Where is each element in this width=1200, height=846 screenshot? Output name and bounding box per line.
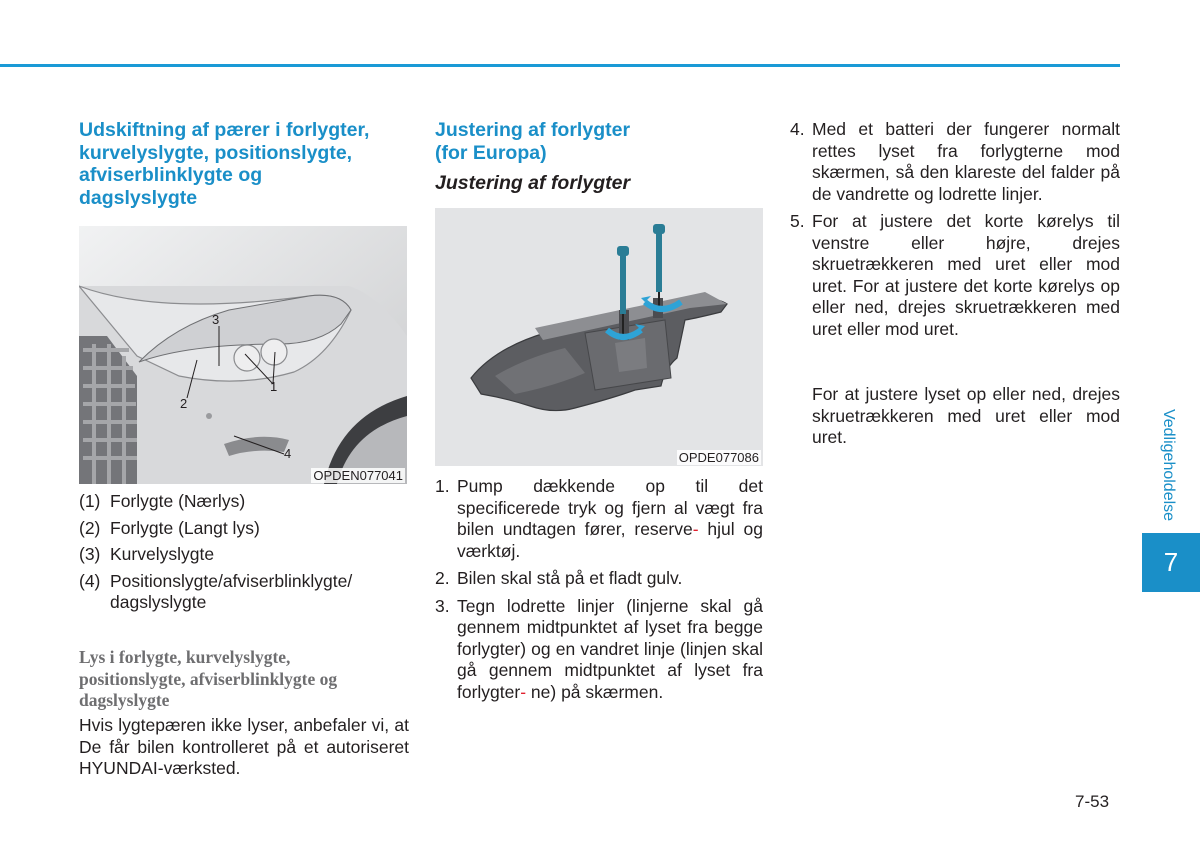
step-text: Tegn lodrette linjer (linjerne skal gå gennem midtpunktet af lyset fra begge forlygter) og en vandret linje (linjen skal gå gennem midtpunktet af lyset fra forlygter	[457, 595, 763, 702]
callout-4: 4	[284, 446, 292, 461]
legend-number: (1)	[79, 491, 101, 511]
step-item	[790, 211, 1120, 340]
step-number: 1.	[435, 476, 450, 496]
step-text-continued: hjul og værktøj.	[457, 519, 763, 561]
section-heading-aim	[435, 119, 630, 164]
legend-number: (3)	[79, 544, 101, 564]
step-number: 4.	[790, 119, 805, 139]
step-hyphen: -	[692, 519, 699, 539]
heading-line: Justering af forlygter	[435, 119, 631, 141]
step-item	[435, 568, 763, 590]
chapter-tab: 7	[1142, 533, 1200, 592]
subheading-lights	[79, 647, 337, 712]
legend-number: (2)	[79, 517, 101, 538]
chapter-title: Vedligeholdelse	[1160, 408, 1177, 522]
paragraph-vertical-adjust: For at justere lyset op eller ned, drejes skruetrækkeren med uret eller mod uret.	[812, 384, 1120, 447]
legend-item	[79, 571, 409, 614]
step-item	[435, 476, 763, 562]
legend-number: (4)	[79, 570, 101, 591]
callout-1: 1	[270, 379, 278, 394]
heading-line: (for Europa)	[435, 141, 547, 164]
legend-item	[79, 544, 409, 566]
aim-steps-list	[435, 476, 763, 709]
heading-line: afviserblinklygte og	[79, 164, 263, 186]
figure-code: OPDEN077041	[313, 468, 403, 483]
headlamp-adjust-illustration	[435, 208, 763, 466]
legend-text: Positionslygte/afviserblinklygte/ dagslyslygte	[110, 570, 353, 612]
step-item	[790, 119, 1120, 205]
car-front-illustration	[79, 226, 407, 484]
step-text: For at justere det korte kørelys til venstre eller højre, drejes skruetrækkeren med uret eller mod uret. For at justere det korte kørelys op eller ned, drejes skruetrækkeren med uret eller mod uret.	[812, 211, 1120, 339]
heading-line: Udskiftning af pærer i forlygter,	[79, 119, 370, 141]
legend-item	[79, 491, 409, 513]
legend-text: Forlygte (Nærlys)	[110, 491, 246, 511]
bulb-legend	[79, 491, 409, 619]
page-number: 7-53	[1075, 792, 1110, 811]
callout-2: 2	[180, 396, 188, 411]
step-text: Med et batteri der fungerer normalt rettes lyset fra forlygterne mod skærmen, så den klareste del falder på de vandrette og lodrette linjer.	[812, 119, 1120, 204]
subheading-line: positionslygte, afviserblinklygte og	[79, 668, 338, 689]
aim-steps-list-continued	[790, 119, 1120, 346]
step-number: 2.	[435, 568, 450, 588]
subheading-line: dagslyslygte	[79, 690, 170, 710]
step-text: Pump dækkende op til det specificerede tryk og fjern al vægt fra bilen undtagen fører, reserve	[457, 476, 763, 539]
top-rule	[0, 64, 1120, 67]
subsection-heading: Justering af forlygter	[435, 172, 631, 194]
legend-text: Forlygte (Langt lys)	[110, 517, 260, 538]
figure-code: OPDE077086	[678, 450, 759, 465]
step-hyphen: -	[520, 681, 527, 702]
legend-text: Kurvelyslygte	[110, 544, 215, 564]
subheading-line: Lys i forlygte, kurvelyslygte,	[79, 647, 291, 667]
callout-3: 3	[212, 312, 220, 327]
step-item	[435, 596, 763, 704]
heading-line: dagslyslygte	[79, 186, 198, 209]
chapter-side-label	[1153, 400, 1183, 530]
step-number: 5.	[790, 211, 805, 231]
step-text-continued: ne) på skærmen.	[530, 681, 664, 702]
aim-figure	[435, 208, 763, 466]
step-number: 3.	[435, 595, 450, 616]
heading-line: kurvelyslygte, positionslygte,	[79, 141, 353, 164]
headlamp-figure	[79, 226, 407, 484]
legend-item	[79, 518, 409, 540]
paragraph-workshop: Hvis lygtepæren ikke lyser, anbefaler vi, at De får bilen kontrolleret på et autoriseret HYUNDAI-værksted.	[79, 715, 409, 778]
section-heading-bulbs	[79, 119, 369, 209]
step-text: Bilen skal stå på et fladt gulv.	[457, 568, 683, 588]
